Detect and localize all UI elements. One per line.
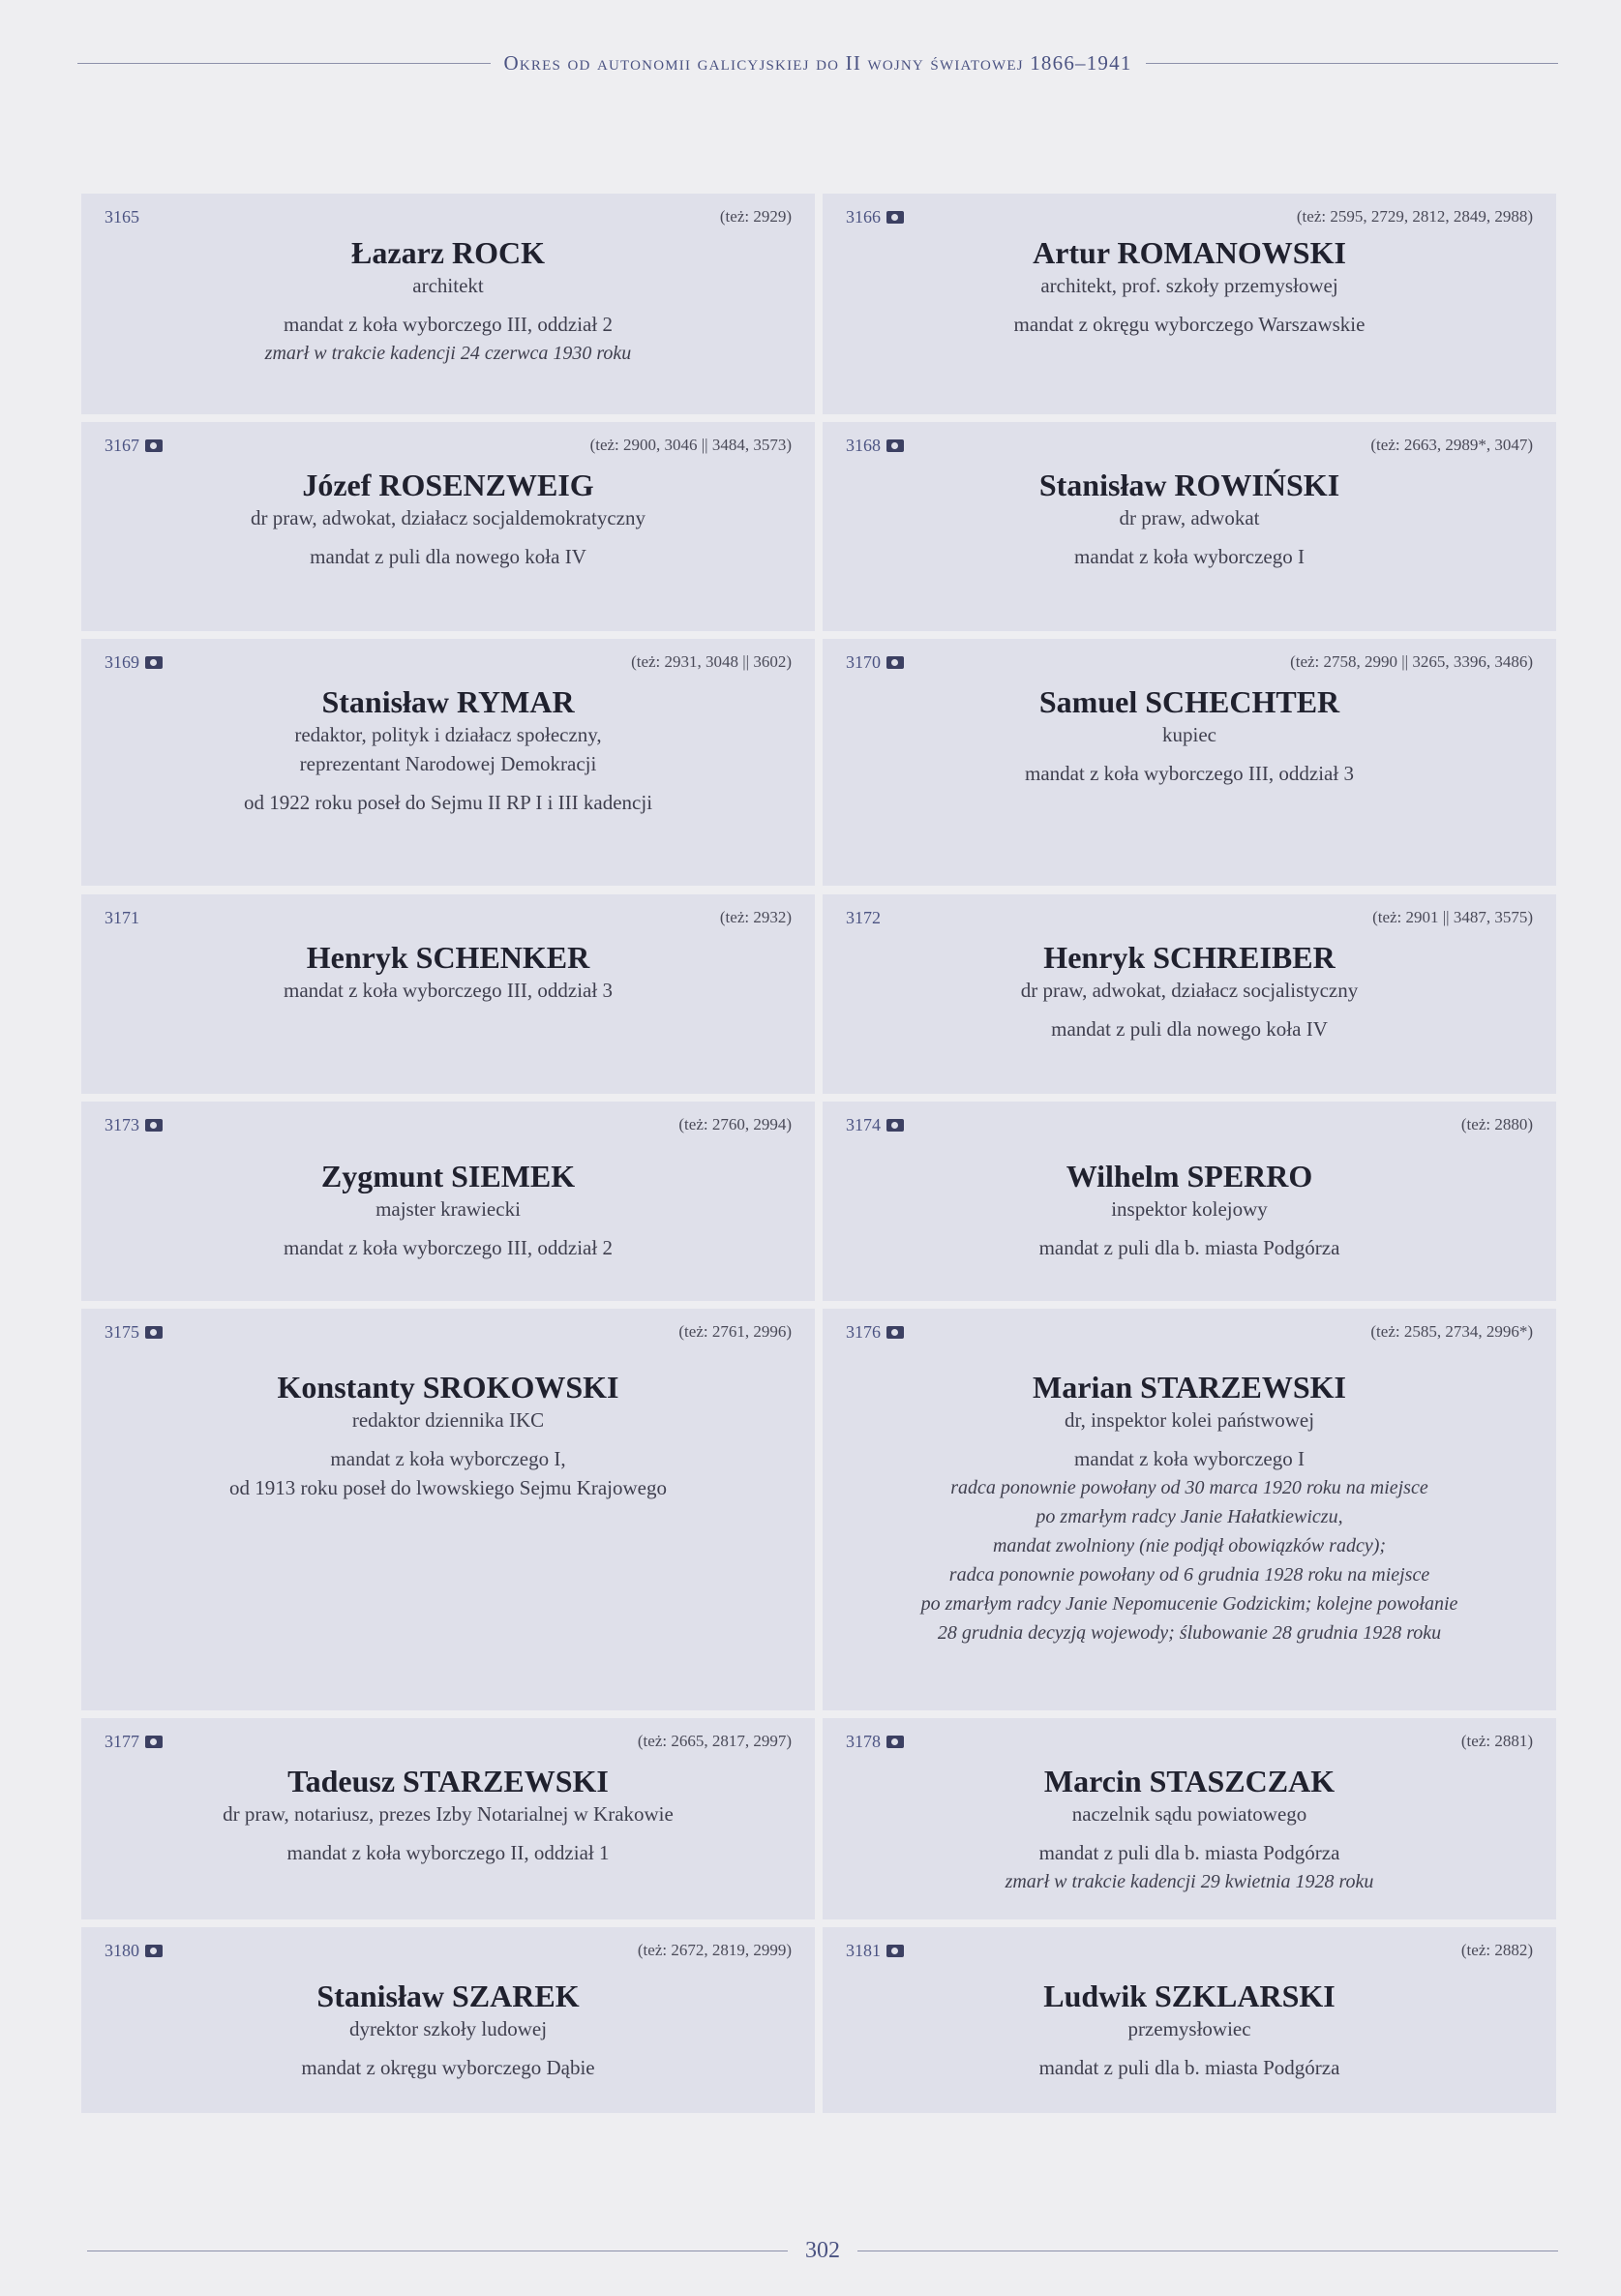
entry-number-text: 3175 (105, 1322, 139, 1342)
person-name: Wilhelm SPERRO (1066, 1159, 1313, 1193)
person-name: Marcin STASZCZAK (1043, 1764, 1336, 1798)
camera-icon (145, 1326, 163, 1339)
camera-icon (145, 1945, 163, 1957)
occupation-line: architekt, prof. szkoły przemysłowej (1040, 274, 1338, 297)
occupation-line: kupiec (1162, 723, 1216, 746)
entry-card (823, 1102, 1556, 1301)
cross-reference: (też: 2882) (1460, 1941, 1533, 1959)
camera-icon (886, 439, 904, 452)
entry-number-text: 3170 (846, 652, 881, 672)
occupation-line: dr praw, adwokat, działacz socjaldemokratyczny (251, 506, 645, 529)
entry-number (105, 1115, 163, 1135)
page-number: 302 (805, 2237, 840, 2263)
cross-reference: (też: 2900, 3046 || 3484, 3573) (589, 436, 792, 454)
note-line: radca ponownie powołany od 6 grudnia 1928 roku na miejsce (948, 1564, 1430, 1586)
mandate-line: mandat z koła wyborczego I, (330, 1447, 566, 1470)
occupation-line: dyrektor szkoły ludowej (348, 2017, 548, 2040)
cross-reference: (też: 2880) (1460, 1115, 1533, 1133)
cross-reference: (też: 2758, 2990 || 3265, 3396, 3486) (1290, 652, 1533, 671)
cross-reference: (też: 2929) (719, 207, 792, 226)
person-name: Łazarz ROCK (351, 235, 545, 270)
entry-number (105, 1732, 163, 1752)
mandate-line: mandat z koła wyborczego III, oddział 2 (284, 313, 613, 336)
occupation-line: majster krawiecki (375, 1197, 521, 1221)
cross-reference: (też: 2672, 2819, 2999) (637, 1941, 792, 1959)
entry-body (105, 234, 792, 368)
cross-reference: (też: 2901 || 3487, 3575) (1372, 908, 1533, 926)
occupation-line: dr praw, adwokat (1119, 506, 1260, 529)
entry-card (81, 1718, 815, 1919)
entry-body (105, 467, 792, 571)
entry-card (823, 894, 1556, 1094)
entry-number-text: 3176 (846, 1322, 881, 1342)
cross-reference: (też: 2881) (1460, 1732, 1533, 1750)
entry-body (105, 1763, 792, 1867)
entry-card (81, 194, 815, 414)
mandate-line: mandat z puli dla b. miasta Podgórza (1038, 2056, 1340, 2079)
entry-number (846, 1115, 904, 1135)
entry-card (81, 1309, 815, 1710)
note-line: po zmarłym radcy Janie Nepomucenie Godzickim; kolejne powołanie (920, 1593, 1458, 1615)
mandate-line: mandat z okręgu wyborczego Warszawskie (1013, 313, 1366, 336)
entry-number (105, 1322, 163, 1343)
entry-card (81, 639, 815, 886)
cross-reference: (też: 2595, 2729, 2812, 2849, 2988) (1296, 207, 1533, 226)
mandate-line: mandat z okręgu wyborczego Dąbie (301, 2056, 595, 2079)
mandate-line: mandat z koła wyborczego III, oddział 3 (1025, 762, 1354, 785)
entry-body (846, 234, 1533, 339)
person-name: Samuel SCHECHTER (1038, 684, 1340, 719)
mandate-line: mandat z koła wyborczego III, oddział 2 (284, 1236, 613, 1259)
occupation-line: reprezentant Narodowej Demokracji (299, 752, 597, 775)
camera-icon (145, 656, 163, 669)
cross-reference: (też: 2663, 2989*, 3047) (1370, 436, 1533, 454)
occupation-line: inspektor kolejowy (1111, 1197, 1268, 1221)
entry-number (105, 436, 163, 456)
person-name: Konstanty SROKOWSKI (277, 1370, 619, 1405)
mandate-line: mandat z puli dla nowego koła IV (310, 545, 586, 568)
person-name: Ludwik SZKLARSKI (1043, 1979, 1336, 2013)
cross-reference: (też: 2585, 2734, 2996*) (1370, 1322, 1533, 1341)
occupation-line: dr praw, adwokat, działacz socjalistyczny (1020, 979, 1359, 1002)
mandate-line: mandat z puli dla b. miasta Podgórza (1038, 1841, 1340, 1864)
entry-body (846, 1978, 1533, 2082)
entry-body (846, 1158, 1533, 1262)
camera-icon (886, 656, 904, 669)
entry-number (105, 652, 163, 673)
note-line: zmarł w trakcie kadencji 29 kwietnia 1928 roku (1005, 1871, 1374, 1892)
cross-reference: (też: 2665, 2817, 2997) (637, 1732, 792, 1750)
entry-number (846, 652, 904, 673)
entry-number (846, 1732, 904, 1752)
cross-reference: (też: 2932) (719, 908, 792, 926)
occupation-line: redaktor, polityk i działacz społeczny, (294, 723, 602, 746)
entry-number-text: 3180 (105, 1941, 139, 1960)
occupation-line: mandat z koła wyborczego III, oddział 3 (284, 979, 613, 1002)
camera-icon (145, 1736, 163, 1748)
entry-number (846, 436, 904, 456)
camera-icon (145, 1119, 163, 1132)
occupation-line: przemysłowiec (1127, 2017, 1251, 2040)
entry-body (105, 1978, 792, 2082)
camera-icon (886, 1736, 904, 1748)
entry-card (81, 1927, 815, 2113)
entry-number-text: 3168 (846, 436, 881, 455)
person-name: Stanisław RYMAR (321, 684, 575, 719)
occupation-line: dr praw, notariusz, prezes Izby Notarialnej w Krakowie (223, 1802, 674, 1826)
occupation-line: dr, inspektor kolei państwowej (1064, 1408, 1315, 1432)
camera-icon (145, 439, 163, 452)
camera-icon (886, 1945, 904, 1957)
camera-icon (886, 1326, 904, 1339)
cross-reference: (też: 2761, 2996) (678, 1322, 792, 1341)
note-line: mandat zwolniony (nie podjął obowiązków radcy); (992, 1535, 1387, 1556)
entry-number-text: 3165 (105, 207, 139, 227)
entry-card (823, 422, 1556, 631)
entry-number-text: 3181 (846, 1941, 881, 1960)
mandate-line: mandat z koła wyborczego I (1074, 545, 1305, 568)
entry-number (105, 1941, 163, 1961)
note-line: zmarł w trakcie kadencji 24 czerwca 1930 roku (264, 343, 632, 364)
entry-number-text: 3177 (105, 1732, 139, 1751)
mandate-line: mandat z koła wyborczego I (1074, 1447, 1305, 1470)
note-line: po zmarłym radcy Janie Hałatkiewiczu, (1036, 1506, 1343, 1527)
person-name: Marian STARZEWSKI (1033, 1370, 1346, 1405)
entry-card (823, 194, 1556, 414)
entry-number-text: 3171 (105, 908, 139, 927)
entry-body (846, 467, 1533, 571)
person-name: Henryk SCHENKER (306, 940, 590, 975)
entry-body (105, 1369, 792, 1502)
person-name: Stanisław SZAREK (316, 1979, 580, 2013)
entry-number (846, 207, 904, 227)
entry-number (846, 1941, 904, 1961)
entry-number (846, 908, 881, 928)
entry-number-text: 3174 (846, 1115, 881, 1134)
header-title: Okres od autonomii galicyjskiej do II wojny światowej 1866–1941 (503, 50, 1132, 75)
entry-body (105, 939, 792, 1005)
entry-card (823, 639, 1556, 886)
mandate-line: od 1913 roku poseł do lwowskiego Sejmu Krajowego (228, 1476, 668, 1499)
camera-icon (886, 1119, 904, 1132)
entry-card (81, 1102, 815, 1301)
mandate-line: od 1922 roku poseł do Sejmu II RP I i III kadencji (243, 791, 653, 814)
entry-number-text: 3178 (846, 1732, 881, 1751)
person-name: Józef ROSENZWEIG (302, 468, 594, 502)
entry-number-text: 3173 (105, 1115, 139, 1134)
entry-body (846, 1763, 1533, 1896)
person-name: Artur ROMANOWSKI (1033, 235, 1346, 270)
occupation-line: redaktor dziennika IKC (351, 1408, 545, 1432)
note-line: 28 grudnia decyzją wojewody; ślubowanie 28 grudnia 1928 roku (937, 1622, 1442, 1644)
entry-card (823, 1927, 1556, 2113)
entry-card (81, 894, 815, 1094)
person-name: Tadeusz STARZEWSKI (287, 1764, 609, 1798)
entry-body (846, 939, 1533, 1043)
entry-number-text: 3167 (105, 436, 139, 455)
entry-number-text: 3172 (846, 908, 881, 927)
camera-icon (886, 211, 904, 224)
entry-body (846, 1369, 1533, 1647)
page-footer (87, 2236, 1558, 2265)
entry-number (846, 1322, 904, 1343)
entry-card (823, 1718, 1556, 1919)
mandate-line: mandat z koła wyborczego II, oddział 1 (286, 1841, 610, 1864)
entry-number (105, 908, 139, 928)
mandate-line: mandat z puli dla b. miasta Podgórza (1038, 1236, 1340, 1259)
mandate-line: mandat z puli dla nowego koła IV (1051, 1017, 1328, 1041)
entry-number-text: 3169 (105, 652, 139, 672)
occupation-line: naczelnik sądu powiatowego (1071, 1802, 1307, 1826)
entry-card (823, 1309, 1556, 1710)
note-line: radca ponownie powołany od 30 marca 1920 roku na miejsce (950, 1477, 1428, 1498)
occupation-line: architekt (412, 274, 484, 297)
entry-number (105, 207, 139, 227)
entry-number-text: 3166 (846, 207, 881, 227)
person-name: Henryk SCHREIBER (1043, 940, 1336, 975)
cross-reference: (też: 2931, 3048 || 3602) (631, 652, 792, 671)
entry-body (846, 683, 1533, 788)
cross-reference: (też: 2760, 2994) (678, 1115, 792, 1133)
person-name: Stanisław ROWIŃSKI (1038, 468, 1340, 502)
person-name: Zygmunt SIEMEK (320, 1159, 576, 1193)
entry-card (81, 422, 815, 631)
entry-body (105, 683, 792, 817)
entry-body (105, 1158, 792, 1262)
